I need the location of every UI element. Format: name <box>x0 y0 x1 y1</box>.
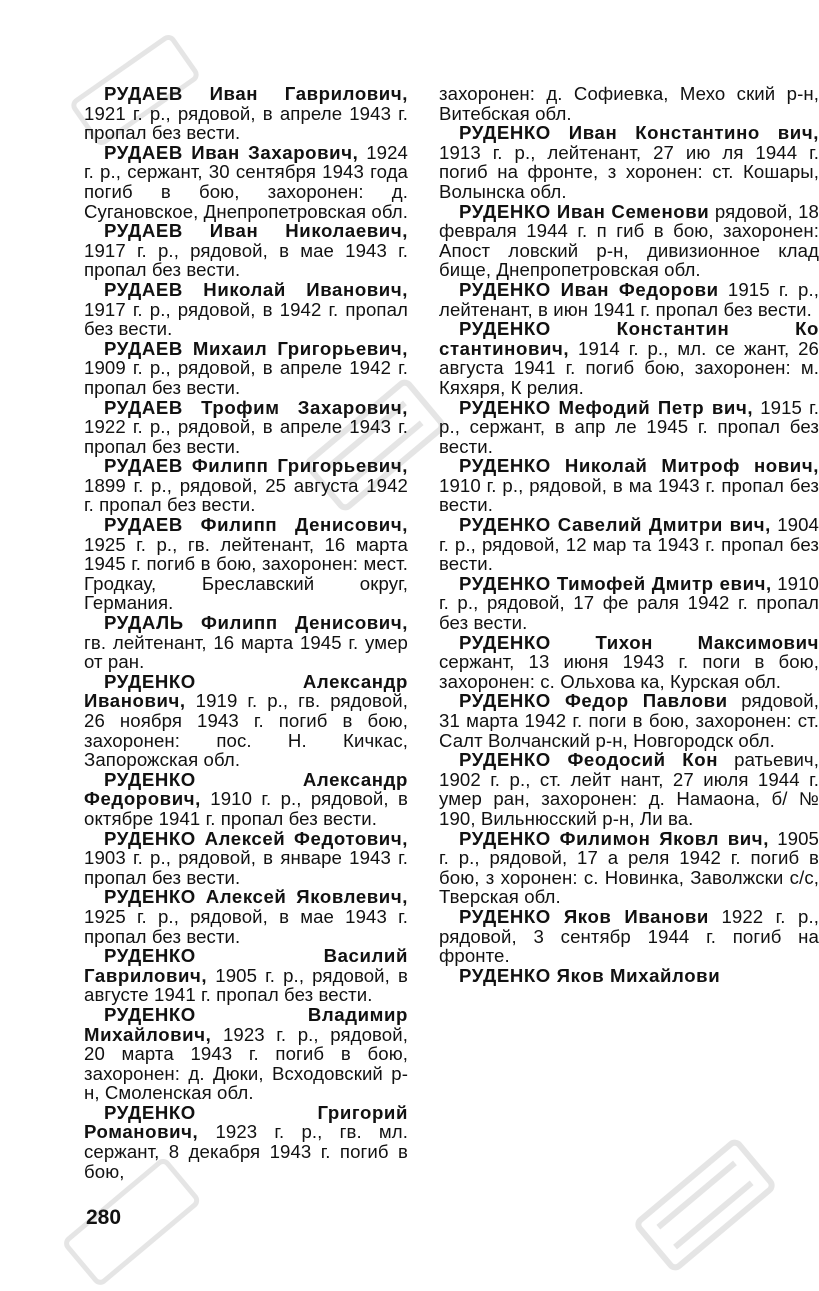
entry-text: 1915 г. р., сержант, в апр ле 1945 г. пропал без вести. <box>439 396 819 457</box>
entry-text: ратьевич, 1902 г. р., ст. лейт нант, 27 июля 1944 г. умер ран, захоронен: д. Намаона, б/ № 190, Вильнюсский р-н, Ли ва. <box>439 749 819 829</box>
entry-name: РУДЕНКО Филимон Яковл вич, <box>459 827 769 849</box>
entry-name: РУДАЕВ Иван Николаевич, <box>104 220 408 242</box>
left-column <box>84 84 408 1181</box>
list-item <box>439 574 819 633</box>
entry-text: 1909 г. р., рядовой, в апреле 1942 г. пропал без вести. <box>84 357 408 398</box>
entry-text: 1910 г. р., рядовой, в октябре 1941 г. пропал без вести. <box>84 788 408 829</box>
list-item <box>439 750 819 828</box>
entry-text: 1922 г. р., рядовой, в апреле 1943 г. пропал без вести. <box>84 416 408 457</box>
entry-name: РУДЕНКО Феодосий Кон <box>459 749 719 771</box>
entry-name: РУДЕНКО Федор Павлови <box>459 690 728 712</box>
entry-name: РУДЕНКО Иван Семенови <box>459 200 710 222</box>
watermark-stamp-icon <box>620 1130 790 1280</box>
entry-text: 1923 г. р., гв. мл. сержант, 8 декабря 1943 г. погиб в бою, <box>84 1121 408 1182</box>
entry-text: 1899 г. р., рядовой, 25 августа 1942 г. пропал без вести. <box>84 474 408 516</box>
entry-name: РУДАЕВ Иван Захарович, <box>104 141 359 163</box>
entry-text: рядовой, 18 февраля 1944 г. п гиб в бою, захоронен: Апост ловский р-н, дивизионное клад бище, Днепропетровская обл. <box>439 200 819 281</box>
page-number: 280 <box>86 1206 122 1229</box>
list-item <box>439 84 819 123</box>
entry-name: РУДЕНКО Яков Иванови <box>459 905 709 927</box>
entry-name: РУДАЕВ Филипп Григорьевич, <box>104 455 408 477</box>
list-item <box>439 456 819 515</box>
list-item <box>84 456 408 515</box>
entry-text: 1923 г. р., рядовой, 20 марта 1943 г. погиб в бою, захоронен: д. Дюки, Всходовский р-н, Смоленская обл. <box>84 1023 408 1104</box>
list-item <box>84 398 408 457</box>
entry-name: РУДАЕВ Трофим Захарович, <box>104 396 408 418</box>
list-item <box>84 143 408 221</box>
entry-name: РУДЕНКО Алексей Яковлевич, <box>104 886 408 908</box>
entry-text: гв. лейтенант, 16 марта 1945 г. умер от ран. <box>84 631 408 673</box>
list-item <box>84 339 408 398</box>
list-item <box>84 1103 408 1181</box>
entry-text: 1924 г. р., сержант, 30 сентября 1943 года погиб в бою, захоронен: д. Сугановское, Днепропетровская обл. <box>84 141 408 222</box>
list-item <box>84 829 408 888</box>
entry-text: 1922 г. р., рядовой, 3 сентябр 1944 г. погиб на фронте. <box>439 905 819 967</box>
entry-text: 1904 г. р., рядовой, 12 мар та 1943 г. пропал без вести. <box>439 514 819 575</box>
list-item <box>84 515 408 613</box>
entry-name: РУДЕНКО Мефодий Петр вич, <box>459 396 754 418</box>
list-item <box>84 1005 408 1103</box>
list-item <box>439 829 819 907</box>
entry-name: РУДЕНКО Александр Федорович, <box>84 768 408 810</box>
entry-name: РУДЕНКО Константин Ко стантинович, <box>439 318 819 359</box>
list-item <box>439 123 819 201</box>
entry-text: 1905 г. р., рядовой, в августе 1941 г. пропал без вести. <box>84 964 408 1006</box>
list-item <box>84 672 408 770</box>
entry-name: РУДЕНКО Владимир Михайлович, <box>84 1003 408 1045</box>
entry-name: РУДЕНКО Тимофей Дмитр евич, <box>459 572 772 594</box>
entry-text: сержант, 13 июня 1943 г. поги в бою, захоронен: с. Ольхова ка, Курская обл. <box>439 651 819 692</box>
entry-text: 1903 г. р., рядовой, в январе 1943 г. пропал без вести. <box>84 847 408 888</box>
right-column <box>439 84 819 985</box>
list-item <box>84 84 408 143</box>
entry-name: РУДЕНКО Яков Михайлови <box>459 964 721 986</box>
entry-name: РУДАЕВ Михаил Григорьевич, <box>104 337 408 359</box>
entry-text: 1910 г. р., рядовой, в ма 1943 г. пропал без вести. <box>439 474 819 516</box>
list-item <box>439 966 819 986</box>
entry-text: 1914 г. р., мл. се жант, 26 августа 1941 г. погиб бою, захоронен: м. Кяхяря, К релия. <box>439 337 819 398</box>
entry-text: 1910 г. р., рядовой, 17 фе раля 1942 г. пропал без вести. <box>439 572 819 634</box>
entry-text: рядовой, 31 марта 1942 г. поги в бою, захоронен: ст. Салт Волчанский р-н, Новгородск обл. <box>439 690 819 751</box>
entry-name: РУДЕНКО Савелий Дмитри вич, <box>459 514 771 536</box>
list-item <box>439 633 819 692</box>
entry-text: захоронен: д. Софиевка, Мехо ский р-н, Витебская обл. <box>439 83 819 124</box>
entry-text: 1917 г. р., рядовой, в 1942 г. пропал без вести. <box>84 298 408 340</box>
list-item <box>84 221 408 280</box>
entry-text: 1905 г. р., рядовой, 17 а реля 1942 г. погиб в бою, з хоронен: с. Новинка, Заволжски с/с, Тверская обл. <box>439 827 819 908</box>
entry-text: 1919 г. р., гв. рядовой, 26 ноября 1943 г. погиб в бою, захоронен: пос. Н. Кичкас, Запорожская обл. <box>84 690 408 771</box>
list-item <box>439 202 819 280</box>
list-item <box>84 613 408 672</box>
entry-text: 1921 г. р., рядовой, в апреле 1943 г. пропал без вести. <box>84 102 408 144</box>
entry-text: 1915 г. р., лейтенант, в июн 1941 г. пропал без вести. <box>439 278 819 320</box>
entry-name: РУДЕНКО Николай Митроф нович, <box>459 455 819 477</box>
list-item <box>439 907 819 966</box>
entry-text: 1913 г. р., лейтенант, 27 ию ля 1944 г. погиб на фронте, з хоронен: ст. Кошары, Волынска обл. <box>439 141 819 202</box>
entry-name: РУДЕНКО Иван Константино вич, <box>459 122 819 144</box>
entry-name: РУДАЕВ Иван Гаврилович, <box>104 83 408 104</box>
list-item <box>84 946 408 1005</box>
entry-name: РУДЕНКО Григорий Романович, <box>84 1101 408 1143</box>
list-item <box>84 770 408 829</box>
entry-name: РУДЕНКО Алексей Федотович, <box>104 827 408 849</box>
list-item <box>439 691 819 750</box>
entry-name: РУДАЕВ Филипп Денисович, <box>104 514 408 536</box>
list-item <box>439 280 819 319</box>
entry-text: 1925 г. р., рядовой, в мае 1943 г. пропал без вести. <box>84 905 408 947</box>
entry-name: РУДЕНКО Иван Федорови <box>459 278 719 300</box>
entry-name: РУДЕНКО Тихон Максимович <box>459 631 819 653</box>
entry-name: РУДАЕВ Николай Иванович, <box>104 278 408 300</box>
list-item <box>439 515 819 574</box>
entry-name: РУДЕНКО Александр Иванович, <box>84 670 408 712</box>
list-item <box>84 887 408 946</box>
list-item <box>84 280 408 339</box>
list-item <box>439 398 819 457</box>
entry-text: 1925 г. р., гв. лейтенант, 16 марта 1945 г. погиб в бою, захоронен: мест. Гродкау, Бреславский округ, Германия. <box>84 533 408 614</box>
entry-text: 1917 г. р., рядовой, в мае 1943 г. пропал без вести. <box>84 239 408 281</box>
list-item <box>439 319 819 397</box>
entry-name: РУДЕНКО Василий Гаврилович, <box>84 945 408 986</box>
entry-name: РУДАЛЬ Филипп Денисович, <box>104 612 408 634</box>
